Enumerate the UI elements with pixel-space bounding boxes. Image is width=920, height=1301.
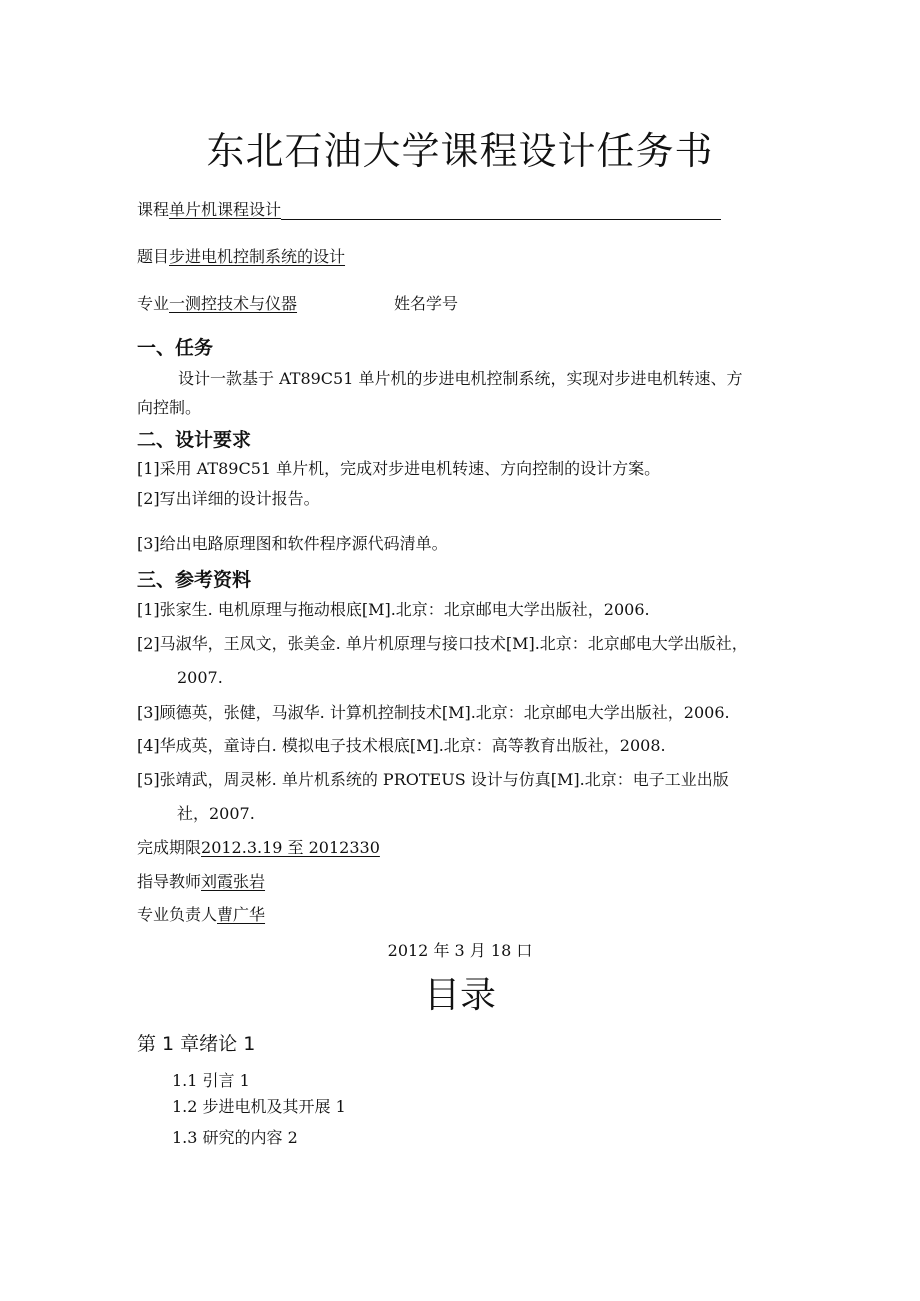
references-heading: 三、参考资料 bbox=[137, 569, 252, 591]
task-text-line-2: 向控制。 bbox=[137, 398, 202, 417]
document-title: 东北石油大学课程设计任务书 bbox=[206, 129, 714, 173]
major-label: 专业 bbox=[137, 294, 170, 313]
toc-entry: 1.1 引言 1 bbox=[172, 1071, 250, 1090]
advisor-field bbox=[137, 872, 265, 892]
toc-entry: 1.2 步进电机及其开展 1 bbox=[172, 1097, 346, 1116]
reference-item: [2]马淑华，王凤文，张美金. 单片机原理与接口技术[M].北京：北京邮电大学出版社， bbox=[137, 634, 748, 653]
toc-entry: 1.3 研究的内容 2 bbox=[172, 1128, 298, 1147]
reference-item: [1]张家生. 电机原理与拖动根底[M].北京：北京邮电大学出版社，2006. bbox=[137, 600, 650, 619]
document-date: 2012 年 3 月 18 口 bbox=[387, 941, 533, 960]
course-fill-line bbox=[281, 203, 721, 220]
course-field bbox=[137, 200, 721, 220]
reference-item: [3]顾德英，张健，马淑华. 计算机控制技术[M].北京：北京邮电大学出版社，2006. bbox=[137, 703, 730, 722]
major-head-label: 专业负责人 bbox=[137, 905, 218, 924]
toc-chapter-1: 第 1 章绪论 1 bbox=[137, 1033, 256, 1055]
topic-field bbox=[137, 247, 345, 267]
major-value: 一测控技术与仪器 bbox=[169, 294, 298, 313]
task-text-line-1: 设计一款基于 AT89C51 单片机的步进电机控制系统，实现对步进电机转速、方 bbox=[178, 369, 743, 388]
course-value: 单片机课程设计 bbox=[169, 200, 282, 219]
deadline-value: 2012.3.19 至 2012330 bbox=[201, 838, 380, 857]
course-label: 课程 bbox=[137, 200, 170, 219]
major-field bbox=[137, 294, 297, 314]
major-head-field bbox=[137, 905, 265, 925]
name-id-label: 姓名学号 bbox=[394, 294, 459, 313]
reference-item-continued: 社，2007. bbox=[177, 804, 255, 823]
advisor-value: 刘霞张岩 bbox=[201, 872, 266, 891]
requirement-item: [1]采用 AT89C51 单片机，完成对步进电机转速、方向控制的设计方案。 bbox=[137, 459, 661, 478]
reference-item-continued: 2007. bbox=[177, 668, 223, 687]
reference-item: [4]华成英，童诗白. 模拟电子技术根底[M].北京：高等教育出版社，2008. bbox=[137, 736, 666, 755]
reference-item: [5]张靖武，周灵彬. 单片机系统的 PROTEUS 设计与仿真[M].北京：电子工业出版 bbox=[137, 770, 729, 789]
major-head-value: 曹广华 bbox=[217, 905, 266, 924]
topic-value: 步进电机控制系统的设计 bbox=[169, 247, 346, 266]
toc-title: 目录 bbox=[423, 975, 496, 1016]
deadline-label: 完成期限 bbox=[137, 838, 202, 857]
deadline-field bbox=[137, 838, 380, 858]
requirement-item: [3]给出电路原理图和软件程序源代码清单。 bbox=[137, 534, 448, 553]
requirements-heading: 二、设计要求 bbox=[137, 429, 252, 451]
topic-label: 题目 bbox=[137, 247, 170, 266]
advisor-label: 指导教师 bbox=[137, 872, 202, 891]
requirement-item: [2]写出详细的设计报告。 bbox=[137, 489, 320, 508]
task-heading: 一、任务 bbox=[137, 337, 214, 359]
